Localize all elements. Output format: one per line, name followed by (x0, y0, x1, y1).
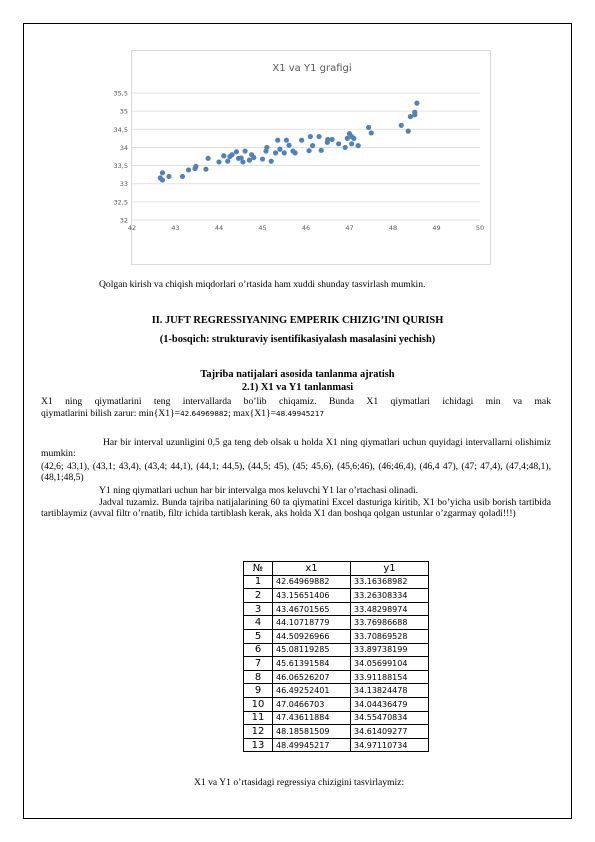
y1-cell: 34.61409277 (351, 725, 429, 739)
data-point (277, 147, 282, 152)
x1-cell: 44.10718779 (273, 616, 351, 630)
table-row (244, 725, 429, 739)
data-point (369, 130, 374, 135)
table-row (244, 697, 429, 711)
data-point (186, 167, 191, 172)
row-number: 9 (244, 684, 273, 698)
y1-cell: 34.55470834 (351, 711, 429, 725)
x-tick-label: 42 (127, 224, 137, 232)
header-number: № (244, 562, 273, 576)
caption-2: X1 va Y1 o’rtasidagi regressiya chizigini tasvirlaymiz: (194, 777, 405, 788)
min-label: qiymatlarini bilish zarur: min{X1}= (41, 408, 181, 419)
y1-cell: 33.76986688 (351, 616, 429, 630)
row-number: 11 (244, 711, 273, 725)
data-point (273, 150, 278, 155)
data-point (269, 159, 274, 164)
row-number: 1 (244, 575, 273, 589)
data-point (316, 134, 321, 139)
table-row (244, 629, 429, 643)
data-point (366, 125, 371, 130)
scatter-chart (113, 50, 491, 265)
y-tick-label: 34,5 (113, 125, 128, 134)
data-point (412, 110, 417, 115)
row-number: 2 (244, 589, 273, 603)
paragraph-1-line-2 (41, 408, 324, 419)
max-value: 48.49945217 (276, 409, 325, 418)
row-number: 7 (244, 657, 273, 671)
section-subheading: (1-bosqich: strukturaviy isentifikasiyalash masalasini yechish) (159, 334, 436, 345)
chart-title: X1 va Y1 grafigi (272, 63, 352, 74)
data-point (206, 156, 211, 161)
row-number: 6 (244, 643, 273, 657)
data-point (325, 140, 330, 145)
row-number: 4 (244, 616, 273, 630)
paragraph-1-line-1: X1 ning qiymatlarini teng intervallarda bo’lib chiqamiz. Bunda X1 qiymatlari ichidagi min va mak (41, 396, 551, 407)
table-row (244, 616, 429, 630)
data-point (251, 155, 256, 160)
paragraph-5: Jadval tuzamiz. Bunda tajriba natijalarining 60 ta qiymatini Excel dasturiga kiritib, X1 bo’yicha usib borish tartibida tartiblaymiz (avval filtr o’rnatib, filtr ichida tartiblash kerak, aks holda X1 dan boshqa qolgan ustunlar o’zgarmay qoladi!!!) (41, 497, 551, 520)
x1-cell: 45.61391584 (273, 657, 351, 671)
x-tick-label: 44 (214, 224, 224, 232)
header-y1: y1 (351, 562, 429, 576)
data-point (414, 101, 419, 106)
y1-cell: 33.89738199 (351, 643, 429, 657)
data-point (166, 174, 171, 179)
y-tick-label: 35 (119, 107, 128, 116)
y1-cell: 33.91188154 (351, 670, 429, 684)
data-point (399, 123, 404, 128)
min-value: 42.64969882 (180, 409, 229, 418)
data-point (225, 159, 230, 164)
data-point (293, 150, 298, 155)
x1-cell: 48.49945217 (273, 738, 351, 752)
data-point (336, 141, 341, 146)
subsection-subheading: 2.1) X1 va Y1 tanlanmasi (241, 382, 354, 393)
data-point (160, 177, 165, 182)
x-tick-label: 49 (432, 224, 441, 232)
x1-cell: 43.15651406 (273, 589, 351, 603)
subsection-heading: Tajriba natijalari asosida tanlanma ajratish (200, 369, 395, 380)
data-point (216, 159, 221, 164)
table-header-row (244, 562, 429, 576)
data-point (286, 143, 291, 148)
table-row (244, 657, 429, 671)
x1-cell: 48.18581509 (273, 725, 351, 739)
data-point (299, 138, 304, 143)
y1-cell: 34.05699104 (351, 657, 429, 671)
y1-cell: 33.70869528 (351, 629, 429, 643)
data-point (221, 153, 226, 158)
max-label: ; max{X1}= (228, 408, 277, 419)
data-point (180, 174, 185, 179)
x-tick-label: 43 (171, 224, 180, 232)
data-point (160, 170, 165, 175)
data-point (240, 159, 245, 164)
data-point (275, 138, 280, 143)
data-point (310, 143, 315, 148)
y-tick-label: 32 (119, 216, 128, 225)
data-point (234, 149, 239, 154)
y1-cell: 33.48298974 (351, 602, 429, 616)
y-tick-label: 32,5 (113, 198, 128, 207)
x1-cell: 47.43611884 (273, 711, 351, 725)
table-row (244, 575, 429, 589)
data-table (243, 561, 429, 752)
caption-1: Qolgan kirish va chiqish miqdorlari o’rtasida ham xuddi shunday tasvirlash mumkin. (99, 279, 426, 290)
row-number: 3 (244, 602, 273, 616)
row-number: 12 (244, 725, 273, 739)
data-point (192, 166, 197, 171)
table-row (244, 711, 429, 725)
x-tick-label: 46 (301, 224, 311, 232)
data-point (306, 148, 311, 153)
x1-cell: 43.46701565 (273, 602, 351, 616)
data-point (282, 150, 287, 155)
data-point (264, 145, 269, 150)
x1-cell: 42.64969882 (273, 575, 351, 589)
x1-cell: 44.50926966 (273, 629, 351, 643)
x-tick-label: 50 (475, 224, 485, 232)
x1-cell: 46.06526207 (273, 670, 351, 684)
table-row (244, 602, 429, 616)
data-point (349, 141, 354, 146)
data-point (203, 167, 208, 172)
data-point (319, 148, 324, 153)
table-row (244, 643, 429, 657)
data-point (284, 138, 289, 143)
x-tick-label: 45 (258, 224, 267, 232)
row-number: 8 (244, 670, 273, 684)
y1-cell: 33.16368982 (351, 575, 429, 589)
x1-cell: 46.49252401 (273, 684, 351, 698)
data-point (229, 152, 234, 157)
y1-cell: 34.13824478 (351, 684, 429, 698)
data-point (406, 129, 411, 134)
data-point (330, 137, 335, 142)
row-number: 5 (244, 629, 273, 643)
data-point (260, 156, 265, 161)
y-tick-label: 33 (119, 180, 128, 189)
row-number: 13 (244, 738, 273, 752)
section-heading: II. JUFT REGRESSIYANING EMPERIK CHIZIG’INI QURISH (151, 315, 444, 326)
table-body (244, 575, 429, 752)
y-tick-label: 35,5 (113, 89, 128, 98)
paragraph-3-intervals: (42,6; 43,1), (43,1; 43,4), (43,4; 44,1), (44,1; 44,5), (44,5; 45), (45; 45,6), (45,6;46), (46;46,4), (46,4 47), (47; 47,4), (47,4;48,1), (48,1;48,5) (41, 461, 551, 484)
data-point (351, 136, 356, 141)
table-row (244, 738, 429, 752)
data-point (243, 148, 248, 153)
x-tick-label: 47 (345, 224, 354, 232)
data-point (308, 134, 313, 139)
data-point (343, 145, 348, 150)
y1-cell: 34.04436479 (351, 697, 429, 711)
table-row (244, 589, 429, 603)
x1-cell: 47.0466703 (273, 697, 351, 711)
table-row (244, 684, 429, 698)
paragraph-4: Y1 ning qiymatlari uchun har bir intervalga mos keluvchi Y1 lar o’rtachasi olinadi. (99, 485, 419, 496)
row-number: 10 (244, 697, 273, 711)
x-tick-label: 48 (388, 224, 398, 232)
y1-cell: 34.97110734 (351, 738, 429, 752)
paragraph-2: Har bir interval uzunligini 0,5 ga teng deb olsak u holda X1 ning qiymatlari uchun quyidagi intervallarni olishimiz mumkin: (41, 437, 551, 460)
table-row (244, 670, 429, 684)
header-x1: x1 (273, 562, 351, 576)
data-point (356, 143, 361, 148)
data-point (247, 158, 252, 163)
chart-plot (113, 51, 492, 266)
y-tick-label: 34 (119, 143, 128, 152)
x1-cell: 45.08119285 (273, 643, 351, 657)
y1-cell: 33.26308334 (351, 589, 429, 603)
y-tick-label: 33,5 (113, 162, 128, 171)
